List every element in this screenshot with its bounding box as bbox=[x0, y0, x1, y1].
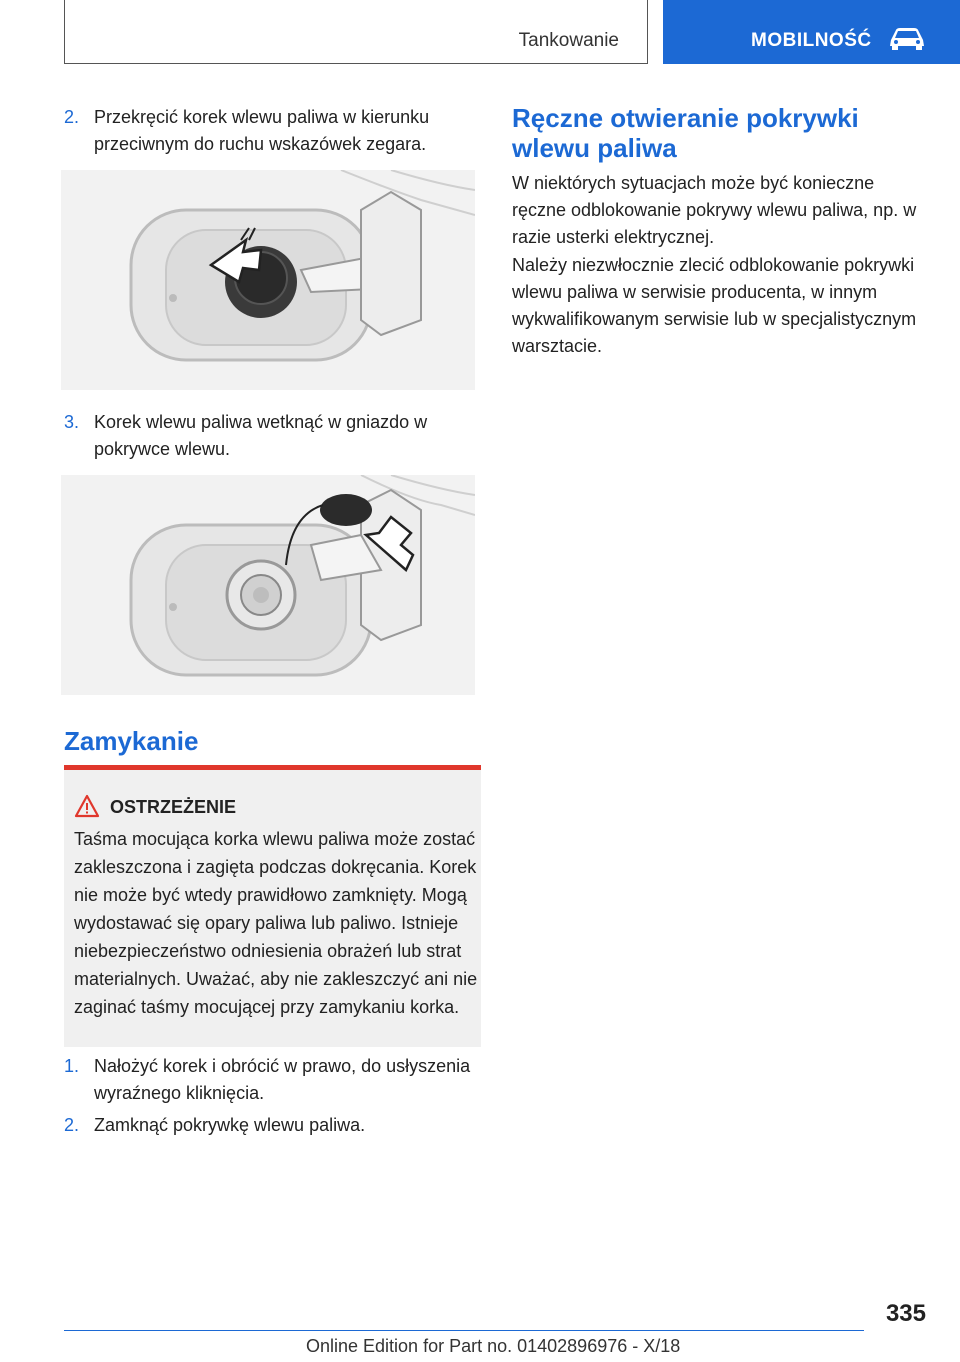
photo-cap-twist bbox=[61, 170, 475, 390]
step-twist-cap bbox=[64, 104, 480, 158]
car-icon bbox=[887, 26, 927, 52]
step-text: Przekręcić korek wlewu paliwa w kierunku przeciwnym do ruchu wskazówek zegara. bbox=[94, 107, 430, 154]
step-number: 2. bbox=[64, 1115, 80, 1135]
chapter-tab[interactable] bbox=[663, 0, 960, 64]
warning-text: Taśma mocująca korka wlewu paliwa może zostać zakleszczona i zagięta podczas dokręcania. Korek nie może być wtedy prawidłowo zamknięty. Mogą wydostawać się opary paliwa lub paliwo. Istnieje niebezpieczeństwo odniesienia obrażeń lub strat materialnych. Uważać, aby nie zakleszczyć ani nie zaginać taśmy mocującej przy zamykaniu korka. bbox=[74, 829, 478, 1017]
step-text: Zamknąć pokrywkę wlewu paliwa. bbox=[94, 1115, 366, 1135]
step-number: 3. bbox=[64, 412, 80, 432]
step-insert-cap bbox=[64, 409, 480, 463]
step-text: Nałożyć korek i obrócić w prawo, do usłyszenia wyraźnego kliknięcia. bbox=[94, 1056, 471, 1103]
header-section-box bbox=[64, 0, 648, 64]
warning-title: OSTRZEŻENIE bbox=[110, 797, 237, 817]
footer-divider bbox=[64, 1330, 864, 1331]
footer-edition: Online Edition for Part no. 01402896976 - X/18 bbox=[306, 1336, 681, 1356]
section-heading-manual-open: Ręczne otwieranie pokrywki wlewu paliwa bbox=[512, 103, 859, 163]
warning-box bbox=[64, 765, 481, 1047]
paragraph: W niektórych sytuacjach może być konieczne ręczne odblokowanie pokrywy wlewu paliwa, np. w razie usterki elektrycznej. bbox=[512, 173, 917, 247]
step-number: 1. bbox=[64, 1056, 80, 1076]
step-text: Korek wlewu paliwa wetknąć w gniazdo w pokrywce wlewu. bbox=[94, 412, 428, 459]
section-heading-closing: Zamykanie bbox=[64, 726, 199, 756]
step-number: 2. bbox=[64, 107, 80, 127]
photo-cap-stowed bbox=[61, 475, 475, 695]
section-title: Tankowanie bbox=[518, 30, 619, 51]
step-close-flap bbox=[64, 1112, 480, 1139]
warning-triangle-icon bbox=[74, 794, 100, 818]
chapter-title: MOBILNOŚĆ bbox=[751, 30, 872, 51]
step-put-on-cap bbox=[64, 1053, 480, 1107]
paragraph: Należy niezwłocznie zlecić odblokowanie pokrywki wlewu paliwa w serwisie producenta, w innym wykwalifikowanym serwisie lub w specjalistycznym warsztacie. bbox=[512, 255, 917, 356]
page-number: 335 bbox=[885, 1300, 926, 1327]
